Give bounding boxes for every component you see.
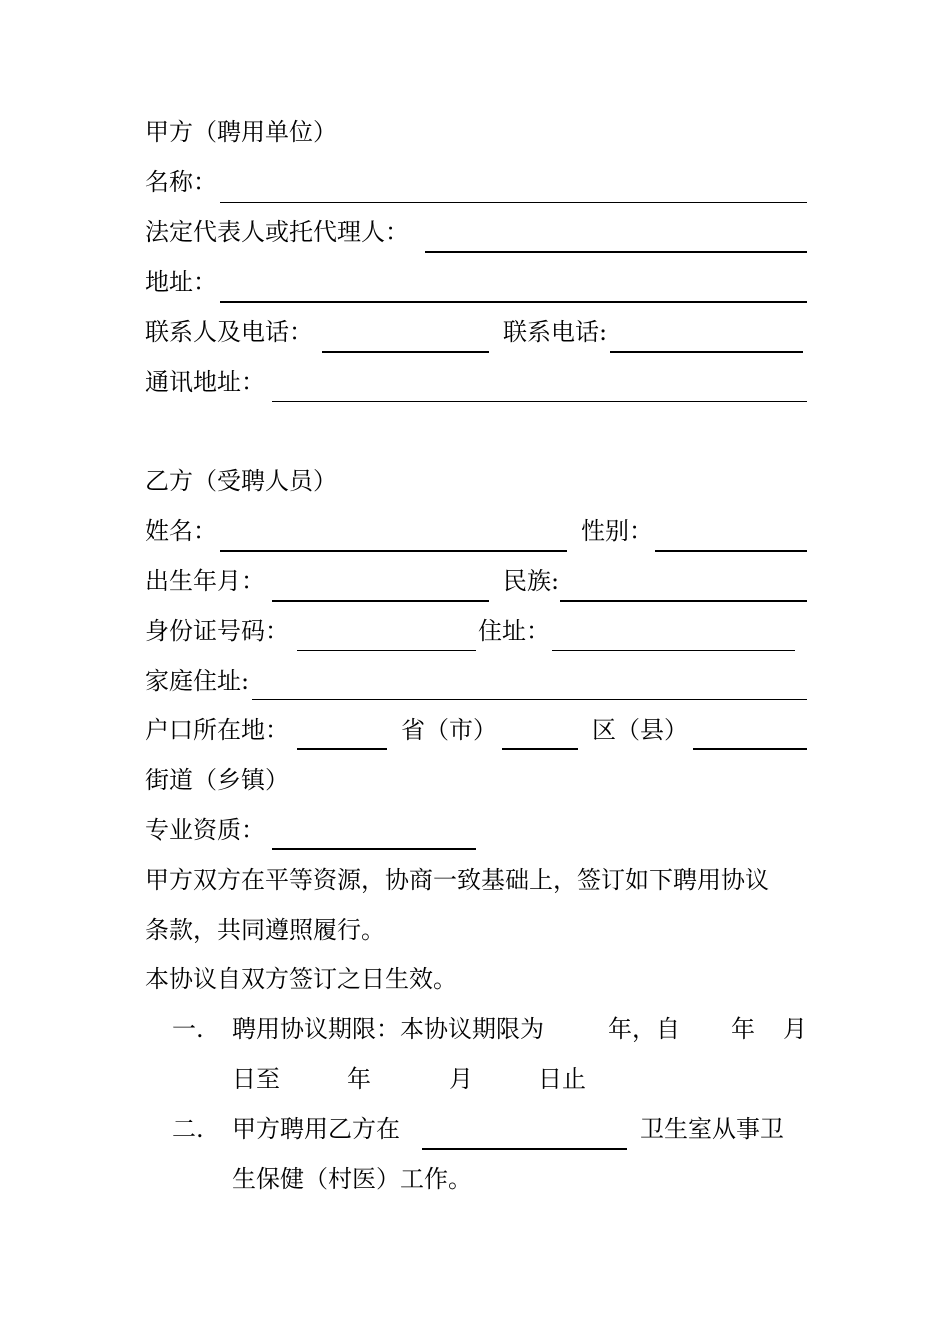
party-a-contact-label: 联系人及电话：: [145, 318, 313, 346]
party-a-name-label: 名称：: [145, 168, 217, 196]
clause-2-text-c: 生保健（村医）工作。: [232, 1165, 472, 1193]
party-b-qualification-field[interactable]: [272, 848, 476, 850]
clause-1-text-f: 年: [347, 1065, 371, 1093]
clause-1-text-a: 聘用协议期限：本协议期限为: [232, 1015, 544, 1043]
party-a-name-field[interactable]: [220, 202, 807, 203]
clause-1-number: 一.: [172, 1015, 204, 1043]
party-b-district-field[interactable]: [502, 748, 578, 750]
party-a-rep-label: 法定代表人或托代理人：: [145, 218, 409, 246]
party-b-street-label: 街道（乡镇）: [145, 766, 289, 794]
intro-line-2: 条款，共同遵照履行。: [145, 916, 385, 944]
party-b-birth-field[interactable]: [272, 600, 489, 602]
party-b-birth-label: 出生年月：: [145, 567, 265, 595]
party-b-heading: 乙方（受聘人员）: [145, 467, 337, 495]
party-b-street-field[interactable]: [693, 748, 807, 750]
party-b-name-field[interactable]: [220, 550, 567, 552]
party-a-rep-field[interactable]: [425, 251, 807, 253]
clause-1-text-b: 年，自: [608, 1015, 680, 1043]
clause-2-number: 二.: [172, 1115, 204, 1143]
clause-2-clinic-field[interactable]: [422, 1148, 627, 1150]
party-a-heading: 甲方（聘用单位）: [145, 118, 337, 146]
clause-1-text-h: 日止: [538, 1065, 586, 1093]
clause-1-text-d: 月: [783, 1015, 807, 1043]
party-a-phone-field[interactable]: [610, 351, 803, 353]
party-b-ethnicity-field[interactable]: [560, 600, 807, 602]
party-a-address-field[interactable]: [220, 301, 807, 303]
party-a-contact-field[interactable]: [322, 351, 489, 353]
clause-1-text-c: 年: [731, 1015, 755, 1043]
party-a-phone-label: 联系电话:: [503, 318, 608, 346]
party-b-ethnicity-label: 民族:: [503, 567, 560, 595]
party-b-province-field[interactable]: [297, 748, 387, 750]
party-b-id-field[interactable]: [297, 650, 476, 651]
party-a-mail-address-field[interactable]: [272, 401, 807, 402]
party-b-home-field[interactable]: [252, 699, 807, 700]
party-b-id-label: 身份证号码：: [145, 617, 289, 645]
party-b-residence-label: 住址：: [478, 617, 550, 645]
party-b-home-label: 家庭住址:: [145, 667, 250, 695]
party-a-mail-address-label: 通讯地址：: [145, 368, 265, 396]
party-b-residence-field[interactable]: [552, 650, 795, 651]
clause-2-text-b: 卫生室从事卫: [640, 1115, 784, 1143]
party-b-gender-field[interactable]: [655, 550, 807, 552]
party-b-qualification-label: 专业资质：: [145, 816, 265, 844]
party-b-district-label: 区（县）: [592, 716, 688, 744]
clause-1-text-g: 月: [449, 1065, 473, 1093]
clause-2-text-a: 甲方聘用乙方在: [232, 1115, 400, 1143]
party-b-province-label: 省（市）: [401, 716, 497, 744]
party-a-address-label: 地址：: [145, 268, 217, 296]
party-b-name-label: 姓名：: [145, 517, 217, 545]
intro-line-1: 甲方双方在平等资源，协商一致基础上，签订如下聘用协议: [145, 866, 769, 894]
party-b-gender-label: 性别：: [581, 517, 653, 545]
party-b-hukou-label: 户口所在地：: [145, 716, 289, 744]
effective-statement: 本协议自双方签订之日生效。: [145, 965, 457, 993]
clause-1-text-e: 日至: [232, 1065, 280, 1093]
